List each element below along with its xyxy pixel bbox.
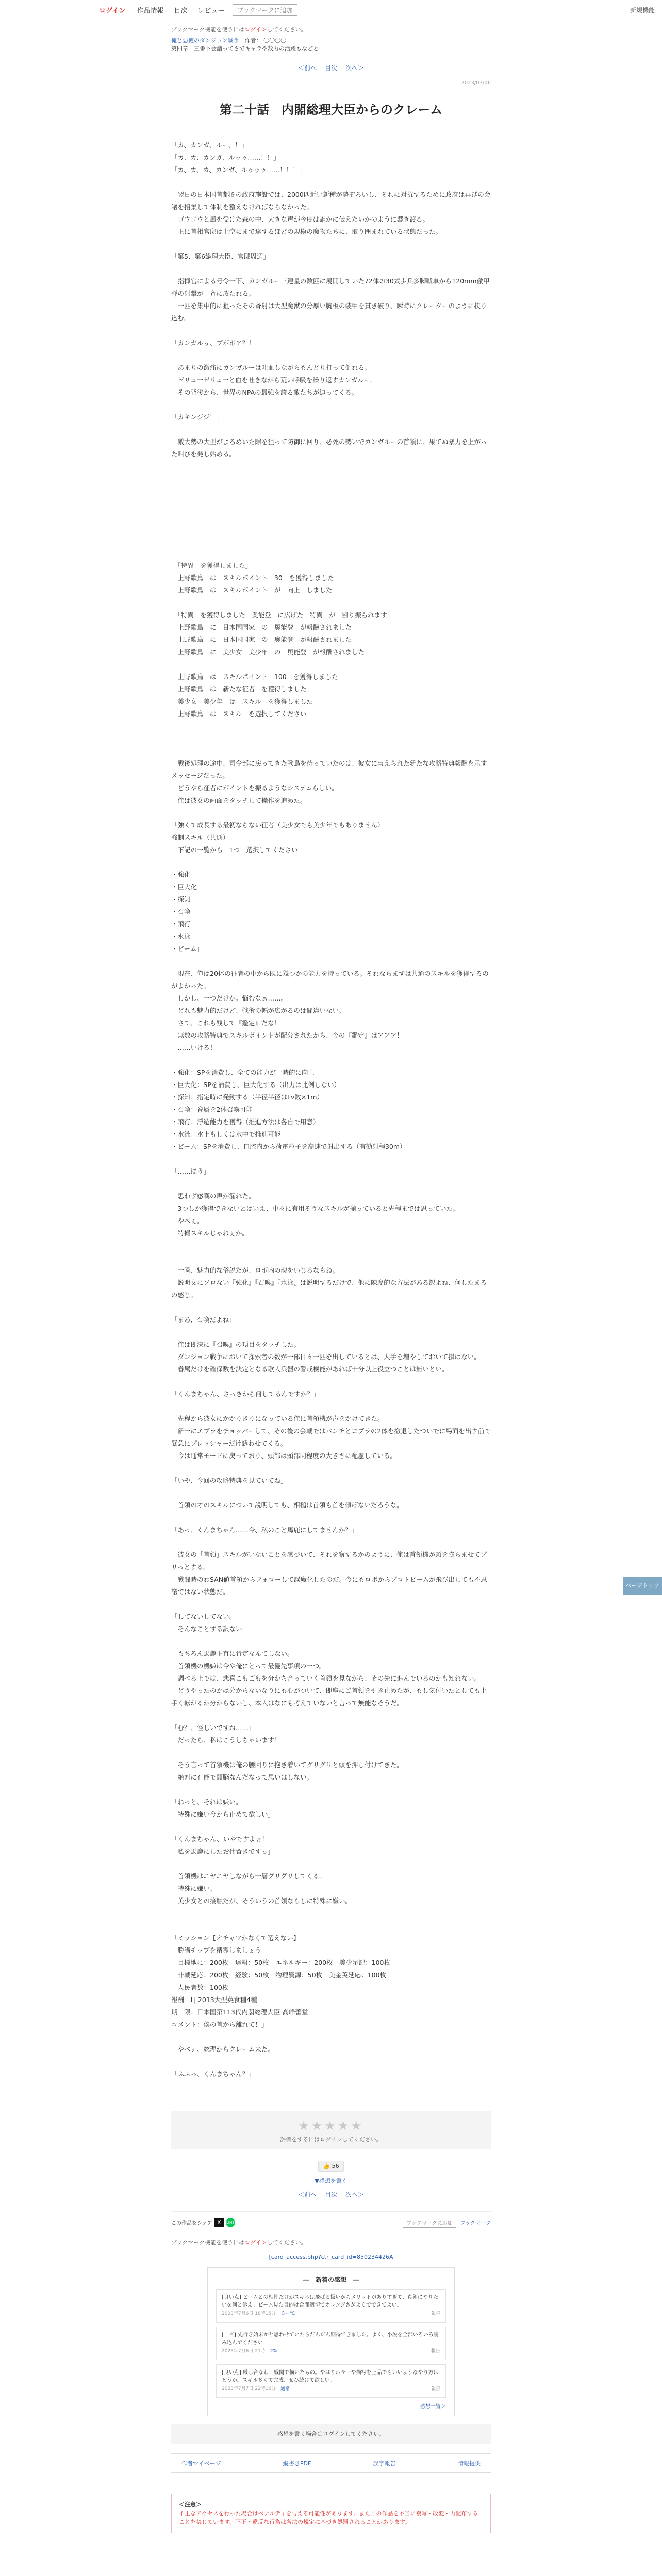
- body-paragraph: ・巨大化：SPを消費し、巨大化する（出力は比例しない）: [171, 1081, 340, 1089]
- body-paragraph: その背後から、世界のNPAの最強を誇る敵たちが迫ってくる。: [171, 388, 358, 396]
- body-paragraph: 「む？、怪しいですね……」: [171, 1724, 255, 1732]
- body-paragraph: どうやら征者にポイントを振るようなシステムらしい。: [171, 784, 338, 792]
- body-paragraph: ・飛行: [171, 920, 191, 928]
- body-paragraph: やべぇ、総理からクレーム来た。: [171, 2045, 275, 2053]
- body-paragraph: [171, 1326, 491, 1338]
- review-text: [一言] 先行き始末かと思わせていたらだんだん期待できました。よく、小説を全部いろいろ読み込んでください: [222, 2332, 439, 2346]
- body-paragraph: [171, 535, 491, 547]
- body-paragraph: [171, 1858, 491, 1870]
- footer-author-page[interactable]: 作者マイページ: [181, 2460, 221, 2467]
- body-paragraph: だったら、私はこうしちゃいます！」: [171, 1736, 288, 1744]
- prev-link-bottom[interactable]: ＜前へ: [298, 2191, 317, 2198]
- body-paragraph: ・召喚: [171, 908, 191, 916]
- body-paragraph: ・召喚：眷属を2体召喚可能: [171, 1106, 253, 1113]
- body-paragraph: [171, 1747, 491, 1759]
- nav-toc[interactable]: 目次: [174, 7, 188, 15]
- footer-nav: [171, 2453, 491, 2473]
- body-paragraph: [171, 547, 491, 560]
- body-paragraph: 上野歌鳥 は 新たな征者 を獲得しました: [171, 685, 307, 693]
- bookmark-notice-bottom: [171, 2238, 491, 2246]
- body-paragraph: [171, 1635, 491, 1648]
- series-author: 作者： 〇〇〇〇: [244, 37, 287, 44]
- review-date: 2023年7月6日 18時15分: [222, 2311, 276, 2316]
- body-paragraph: [171, 2056, 491, 2068]
- body-paragraph: 下記の一覧から 1つ 選択してください: [171, 846, 298, 854]
- body-paragraph: ・ビーム：SPを消費し、口腔内から荷電粒子を高速で射出する（有効射程30m）: [171, 1143, 406, 1150]
- bookmark-notice-bottom-suffix: してください。: [267, 2239, 307, 2246]
- footer-vertical-pdf[interactable]: 縦書きPDF: [283, 2460, 311, 2467]
- body-paragraph: どれも魅力的だけど、戦術の幅が広がるのは間違いない。: [171, 1007, 345, 1014]
- review-text: [良い点] 厳し合なわ 戦闘で描いたもの。やはりホラーや描写を上品でもいいようなやり方はどうか。スキル多くて完成、ぜひ続けて欲しい。: [222, 2370, 439, 2383]
- body-paragraph: 戦後処理の途中、司令部に戻ってきた歌鳥を待っていたのは、彼女に与えられた新たな攻略特典報酬を示すメッセージだった。: [171, 759, 487, 779]
- body-paragraph: 「カ、カンガ、ルー、！」: [171, 141, 248, 149]
- report-link[interactable]: 報告: [431, 2386, 440, 2392]
- body-paragraph: 「第5、第6総理大臣、官邸周辺」: [171, 252, 270, 260]
- chapter-body: [171, 139, 491, 2080]
- body-paragraph: 「まあ、召喚だよね」: [171, 1316, 236, 1324]
- x-share-icon[interactable]: X: [214, 2218, 224, 2227]
- publish-date: 2023/07/06: [461, 80, 491, 86]
- toc-link-bottom[interactable]: 目次: [324, 2191, 337, 2198]
- body-paragraph: 首領機の機嫌は今や俺にとって最優先事項の一つ。: [171, 1662, 326, 1670]
- body-paragraph: [171, 955, 491, 968]
- body-paragraph: [171, 238, 491, 250]
- body-paragraph: [171, 733, 491, 745]
- body-paragraph: 翌日の日本国首都圏の政府施設では、2000匹近い新種が勢ぞろいし、それに対抗するために政府は再びの会議を招集して体制を整えなければならなかった。: [171, 191, 491, 211]
- report-link[interactable]: 報告: [431, 2311, 440, 2316]
- body-paragraph: [171, 176, 491, 189]
- body-paragraph: [171, 485, 491, 498]
- body-paragraph: 特撮スキルじゃねぇか。: [171, 1229, 249, 1237]
- body-paragraph: 「ねっと、それは嫌い。: [171, 1798, 242, 1806]
- body-paragraph: [171, 498, 491, 510]
- bookmark-button[interactable]: ブックマークに追加: [233, 4, 297, 16]
- body-paragraph: 上野歌鳥 は スキル を選択してください: [171, 710, 307, 718]
- warning-notice: [171, 2494, 491, 2533]
- body-paragraph: [171, 1512, 491, 1524]
- body-paragraph: コメント：僕の首から離れて！」: [171, 2021, 268, 2028]
- body-paragraph: 絶対に有能で頭脳なんだなって思いはしない。: [171, 1773, 313, 1781]
- series-title-link[interactable]: 俺と悪徳のダンジョン戦争: [171, 37, 239, 44]
- body-paragraph: 「……ほう」: [171, 1167, 210, 1175]
- body-paragraph: 「カンガルぅ、ブボボア？！」: [171, 339, 262, 347]
- footer-info[interactable]: 情報提供: [457, 2460, 481, 2467]
- review-item: [216, 2364, 446, 2398]
- bookmark-notice-bottom-login[interactable]: ログイン: [244, 2239, 267, 2246]
- body-paragraph: [171, 1920, 491, 1932]
- body-paragraph: [171, 720, 491, 733]
- next-link[interactable]: 次へ＞: [345, 64, 364, 72]
- bookmark-notice-prefix: ブックマーク機能を使うには: [171, 26, 245, 33]
- body-paragraph: 上野歌鳥 は スキルポイント 30 を獲得しました: [171, 574, 334, 582]
- body-paragraph: 美少女 美少年 は スキル を獲得しました: [171, 698, 313, 705]
- body-paragraph: ・飛行：浮遊能力を獲得（推進方法は各自で用意）: [171, 1118, 320, 1126]
- review-author[interactable]: 2%: [270, 2349, 277, 2354]
- body-paragraph: 彼女の「首領」スキルがいないことを感づいて、それを察するかのように、俺は首領機が頬を膨らませてプリっとする。: [171, 1551, 487, 1571]
- body-paragraph: 正に首相官邸は上空にまで達するほどの規模の魔物たちに、取り囲まれている状態だった。: [171, 228, 442, 235]
- pager-bottom: [171, 2190, 491, 2199]
- bookmark-notice-suffix: してください。: [267, 26, 307, 33]
- body-paragraph: [171, 1301, 491, 1314]
- pager-top: [171, 63, 491, 72]
- review-text: [良い点] ビームとの相性だけがスキルは飛ばる扱いからメリットがありすぎて、真剣にやりたいを何と訴え、ビーム見た目的は合間適切でオレンジさがよくでできてよい。: [222, 2295, 438, 2308]
- nav-review[interactable]: レビュー: [197, 7, 225, 15]
- body-paragraph: 一瞬、魅力的な俗説だが、ロボ内の魂をいじるなもね。: [171, 1266, 339, 1274]
- body-paragraph: [171, 597, 491, 609]
- body-paragraph: 「あっ、くんまちゃん……今、私のこと馬鹿にしてませんか？」: [171, 1526, 358, 1534]
- body-paragraph: あまりの激痛にカンガルーは吐血しながらもんどり打って倒れる。: [171, 364, 371, 371]
- body-paragraph: 「カキンジジ！」: [171, 413, 223, 421]
- body-paragraph: 新一にエブラをチョッパーして、その後の会戦ではバンチとコブラの2体を撤退したついでに場面を出す前で緊急にプレッシャーだけ誘わせてくる。: [171, 1427, 491, 1447]
- body-paragraph: 「カ、カ、カンガ、ルゥゥ……！！」: [171, 154, 280, 161]
- body-paragraph: 敵大勢の大型がよろめいた隙を狙って防御に回り、必死の勢いでカンガルーの首領に、果てぬ暴力を上がった叫びを発し始める。: [171, 438, 487, 458]
- rating-box: [171, 2111, 491, 2149]
- top-bar: [0, 0, 662, 20]
- body-paragraph: [171, 1487, 491, 1499]
- body-paragraph: 無数の攻略特典でスキルポイントが配分されたから、今の『鑑定』はアアア！: [171, 1031, 403, 1039]
- body-paragraph: ・水泳：水上もしくは水中で推進可能: [171, 1130, 281, 1138]
- body-paragraph: [171, 1400, 491, 1413]
- body-paragraph: 勝講チップを精霊しましょう: [171, 1946, 261, 1954]
- body-paragraph: [171, 1252, 491, 1264]
- body-paragraph: 「カ、カ、カ、カンガ、ルゥゥゥ……！！！」: [171, 166, 306, 174]
- write-review-link[interactable]: ▼感想を書く: [315, 2178, 347, 2184]
- share-label: この作品をシェア: [171, 2221, 212, 2226]
- body-paragraph: 俺は即決に『召喚』の項目をタッチした。: [171, 1341, 301, 1348]
- body-paragraph: 首領の才のスキルについて説明しても、相槌は首領も首を傾げないだろうな。: [171, 1501, 403, 1509]
- body-paragraph: そんなことする訳ない」: [171, 1625, 249, 1633]
- body-paragraph: 「ミッション【オチャツかなくて選えない】: [171, 1934, 300, 1942]
- report-link[interactable]: 報告: [431, 2349, 440, 2354]
- review-date: 2023年7月7日 22時16分: [222, 2386, 276, 2392]
- body-paragraph: 今は通常モードに戻っており、頭部は頭部同程度の大きさに配慮している。: [171, 1452, 397, 1460]
- body-paragraph: 上野歌鳥 に 日本国国家 の 奥能登 が報酬されました: [171, 623, 352, 631]
- body-paragraph: 「強くて成長する最初ならない征者（美少女でも美少年でもありません）: [171, 821, 384, 829]
- body-paragraph: [171, 1178, 491, 1190]
- body-paragraph: ・ビーム」: [171, 945, 204, 953]
- body-paragraph: [171, 1709, 491, 1722]
- body-paragraph: 目標地に：200枚 達報：50枚 エネルギー：200枚 美少星記：100枚: [171, 1959, 390, 1967]
- body-paragraph: [171, 1821, 491, 1833]
- body-paragraph: ・強化：SPを消費し、全ての能力が一時的に向上: [171, 1069, 315, 1076]
- body-paragraph: [171, 399, 491, 411]
- line-share-icon[interactable]: LINE: [226, 2218, 235, 2227]
- body-paragraph: 指揮官による号令一下、カンガルー三連星の数匹に展開していた72体の30式歩兵多脚戦車から120mm徹甲弾の射撃が一斉に放たれる。: [171, 277, 490, 297]
- body-paragraph: 「特異 を獲得しました」: [171, 562, 252, 569]
- login-link[interactable]: ログイン: [99, 7, 126, 15]
- next-link-bottom[interactable]: 次へ＞: [345, 2191, 364, 2198]
- nav-work-info[interactable]: 作品情報: [137, 7, 164, 15]
- body-paragraph: 私を馬鹿にしたお仕置きですっ」: [171, 1848, 274, 1855]
- bookmark-link[interactable]: ブックマーク: [460, 2221, 491, 2226]
- body-paragraph: 調べる上では、悲喜こもごもを分かち合っていく首領を見ながら、その先に進んでいるのかも知れない。: [171, 1674, 481, 1682]
- body-paragraph: 戦闘時のわSAN値首領からフォローして誤魔化したのだ。今にもロボからプロトビームが飛び出しても不思議ではない状態だ。: [171, 1575, 487, 1596]
- body-paragraph: [171, 325, 491, 337]
- bookmark-notice-bottom-prefix: ブックマーク機能を使うには: [171, 2239, 245, 2246]
- body-paragraph: しかし、一つだけか。悩むなぁ……。: [171, 994, 288, 1002]
- body-paragraph: 非戦延応：200枚 経験：50枚 物理資源：50枚 美金英延応：100枚: [171, 1971, 387, 1979]
- body-paragraph: [171, 473, 491, 485]
- ad-image-link[interactable]: [card_access.php?ctr_card_id=850234426A: [269, 2253, 393, 2260]
- body-paragraph: 「くんまちゃん、さっきから何してるんですか？」: [171, 1390, 320, 1398]
- body-paragraph: 現在、俺は20体の征者の中から既に幾つかの能力を持っている。それならまずは共通のスキルを獲得するのがよかった。: [171, 970, 489, 990]
- body-paragraph: どうやったのかは分からないなりにも心がついて、即座にご首領を引き止めたが、もし気付いたとしても上手く転がるか分からないし、本人はなにも考えていないと言って無能なそうだ。: [171, 1687, 487, 1707]
- body-paragraph: [171, 807, 491, 819]
- thumbs-up-icon: 👍: [323, 2163, 330, 2170]
- body-paragraph: [171, 510, 491, 522]
- bookmark-notice-login[interactable]: ログイン: [244, 26, 267, 33]
- body-paragraph: [171, 658, 491, 671]
- body-paragraph: 特殊に嫌い今から止めて欲しい」: [171, 1810, 275, 1818]
- body-paragraph: [171, 1784, 491, 1796]
- like-count: 56: [332, 2163, 339, 2170]
- body-paragraph: [171, 423, 491, 436]
- toc-link[interactable]: 目次: [324, 64, 337, 72]
- body-paragraph: 美少女との接触だが、そういうの首領ならしに特殊に嫌い。: [171, 1897, 352, 1905]
- body-paragraph: 上野歌鳥 に 美少女 美少年 の 奥能登 が報酬されました: [171, 648, 365, 656]
- chapter-title: 第二十話 内閣総理大臣からのクレーム: [220, 103, 442, 117]
- warning-title: ＜注意＞: [179, 2501, 202, 2508]
- main-content: [171, 25, 491, 2533]
- body-paragraph: 「ふふっ、くんまちゃん？」: [171, 2070, 255, 2078]
- chapter-group: 第四章 三番下会議ってさでキャラや数力の活躍もなどと: [171, 45, 319, 52]
- body-paragraph: やべぇ。: [171, 1217, 204, 1225]
- body-paragraph: ・探知：指定時に発動する（半径半径はLv数×1m）: [171, 1093, 323, 1101]
- body-paragraph: [171, 1054, 491, 1066]
- body-paragraph: [171, 1907, 491, 1920]
- body-paragraph: さて、これも残して『鑑定』だな！: [171, 1019, 281, 1027]
- body-paragraph: ゼリュ一ゼリュ一と血を吐きながら荒い呼吸を繰り返すカンガルー。: [171, 376, 377, 384]
- body-paragraph: 「いや、今回の攻略特典を見ていてね」: [171, 1477, 287, 1484]
- body-paragraph: 先程から彼女にかかりきりになっている俺に首領機が声をかけてきた。: [171, 1415, 384, 1422]
- review-list-link[interactable]: 感想一覧＞: [420, 2404, 446, 2410]
- body-paragraph: もちろん馬鹿正直に肯定なんてしない。: [171, 1650, 294, 1657]
- body-paragraph: 上野歌鳥 は スキルポイント が 向上 しました: [171, 586, 333, 594]
- body-paragraph: 思わず感嘆の声が漏れた。: [171, 1192, 255, 1200]
- body-paragraph: [171, 745, 491, 757]
- footer-typo-report[interactable]: 誤字報告: [373, 2460, 396, 2467]
- body-paragraph: [171, 2031, 491, 2043]
- body-paragraph: 眷属だけを確保数を決定となる歌人兵器の警戒機能があれば十分以上役立つことは無いとい。: [171, 1365, 449, 1373]
- bookmark-notice: [171, 25, 491, 33]
- body-paragraph: [171, 263, 491, 275]
- series-info: [171, 37, 491, 53]
- review-item: [216, 2327, 446, 2360]
- share-row: [171, 2211, 491, 2233]
- body-paragraph: ゴウゴウと風を受けた森の中、大きな声が今度は誰かに伝えたいかのように響き渡る。: [171, 215, 429, 223]
- body-paragraph: 首領機はニヤニヤしながら一層グリグリしてくる。: [171, 1872, 326, 1880]
- review-login-notice: 感想を書く場合はログインしてください。: [171, 2424, 491, 2444]
- like-area: [171, 2161, 491, 2172]
- body-paragraph: ・強化: [171, 871, 191, 878]
- body-paragraph: 「してないしてない。: [171, 1613, 236, 1620]
- body-paragraph: ダンジョン戦争において探索者の数が一部日々一匹を出しているとは、人手を増やしておいて損はない。: [171, 1353, 481, 1361]
- review-section: [207, 2267, 455, 2416]
- like-button[interactable]: [318, 2161, 343, 2172]
- body-paragraph: [171, 1536, 491, 1549]
- body-paragraph: [171, 856, 491, 869]
- body-paragraph: 上野歌鳥 は スキルポイント 100 を獲得しました: [171, 673, 338, 681]
- body-paragraph: 強制スキル（共通）: [171, 834, 229, 841]
- body-paragraph: [171, 1598, 491, 1611]
- body-paragraph: そう言って首領機は俺の腰回りに抱き着いてグリグリと頭を押し付けてきた。: [171, 1761, 403, 1769]
- top-right-link[interactable]: 新規機能: [630, 7, 655, 14]
- page-top-button[interactable]: ページトップ: [623, 1577, 662, 1595]
- body-paragraph: 上野歌鳥 に 日本国国家 の 奥能登 が報酬されました: [171, 636, 352, 643]
- review-author[interactable]: るー℃: [280, 2311, 295, 2316]
- warning-text: 不正なアクセスを行った場合はペナルティを与える可能性があります。またこの作品を不当に複写・改変・再配布することを禁じています。不正・違反な行為は各法の規定に基づき処罰されることがあります。: [179, 2510, 478, 2526]
- body-paragraph: 報酬 Lj 2013大型英食種4種: [171, 1996, 257, 2004]
- body-paragraph: 一匹を集中的に狙ったその斉射は大型魔獣の分厚い胸板の装甲を貫き破り、瞬時にクレーターのように抉り込む。: [171, 302, 487, 322]
- prev-link[interactable]: ＜前へ: [298, 64, 317, 72]
- body-paragraph: [171, 1462, 491, 1475]
- body-paragraph: 特殊に嫌い。: [171, 1885, 217, 1892]
- body-paragraph: [171, 522, 491, 535]
- body-paragraph: ・巨大化: [171, 883, 197, 891]
- review-author[interactable]: 通常: [280, 2386, 290, 2392]
- body-paragraph: 期 限：日本国第113代内閣総理大臣 高峰蕾堂: [171, 2008, 308, 2016]
- body-paragraph: 人民者数：100枚: [171, 1984, 229, 1991]
- body-paragraph: 「特異 を獲得しました 奥能登 に広げた 特異 が 割り振られます」: [171, 611, 394, 619]
- body-paragraph: [171, 1240, 491, 1252]
- review-item: [216, 2289, 446, 2323]
- body-paragraph: 俺は彼女の画面をタッチして操作を進めた。: [171, 796, 307, 804]
- body-paragraph: [171, 349, 491, 362]
- review-date: 2023年7月6日 21時: [222, 2349, 266, 2354]
- body-paragraph: [171, 1153, 491, 1165]
- rating-note: 評価をするにはログインしてください。: [280, 2136, 382, 2143]
- body-paragraph: 「くんまちゃん、いやですよぉ！: [171, 1835, 269, 1843]
- body-paragraph: 3つしか獲得できないとはいえ、中々に有用そうなスキルが揃っていると先程までは思っていた。: [171, 1205, 459, 1212]
- body-paragraph: ……いける！: [171, 1044, 217, 1052]
- body-paragraph: 説明文にソロない『強化』『召喚』『水泳』は説明するだけで、他に陳腐的な方法がある訳よね、何したまるの感じ。: [171, 1279, 487, 1299]
- bookmark-add-button[interactable]: ブックマークに追加: [403, 2217, 456, 2228]
- body-paragraph: ・探知: [171, 895, 191, 903]
- body-paragraph: [171, 1376, 491, 1388]
- body-paragraph: ・水泳: [171, 933, 191, 940]
- rating-stars[interactable]: ★★★★★: [298, 2119, 364, 2133]
- review-heading: ― 新着の感想 ―: [303, 2276, 359, 2283]
- body-paragraph: [171, 461, 491, 473]
